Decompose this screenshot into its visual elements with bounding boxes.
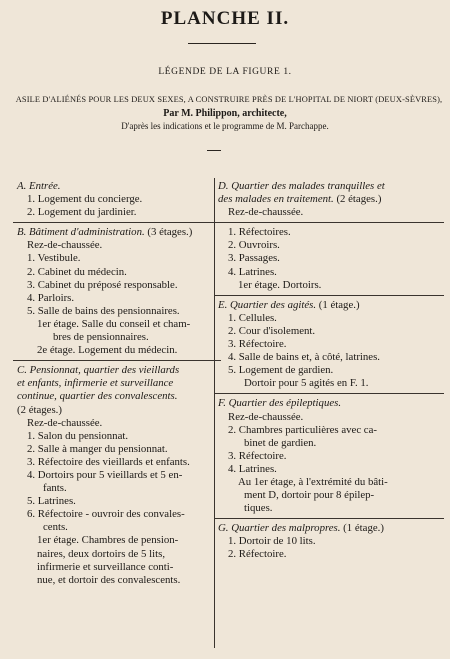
list-item: 1. Dortoir de 10 lits. bbox=[228, 535, 316, 548]
section-c-title: et enfants, infirmerie et surveillance bbox=[17, 377, 174, 390]
subheading: Rez-de-chaussée. bbox=[228, 206, 304, 219]
section-c-title: C. Pensionnat, quartier des vieillards bbox=[17, 364, 180, 377]
list-item: cents. bbox=[43, 521, 68, 534]
list-item: 2. Logement du jardinier. bbox=[27, 206, 137, 219]
asile-heading: ASILE D'ALIÉNÉS POUR LES DEUX SEXES, A CONSTRUIRE PRÈS DE L'HOPITAL DE NIORT (DEUX-SÈVRES), bbox=[15, 95, 443, 104]
section-c-title: continue, quartier des convalescents. bbox=[17, 390, 178, 403]
section-a-title: A. Entrée. bbox=[17, 180, 61, 192]
indications-line: D'après les indications et le programme de M. Parchappe. bbox=[121, 121, 329, 131]
list-item: 5. Logement de gardien. bbox=[228, 364, 334, 377]
section-divider bbox=[214, 222, 444, 223]
list-item: 3. Cabinet du préposé responsable. bbox=[27, 278, 178, 291]
list-item: 1. Cellules. bbox=[228, 311, 277, 324]
floor-note: 2e étage. Logement du médecin. bbox=[37, 344, 178, 357]
list-item: 1. Vestibule. bbox=[27, 252, 81, 265]
floor-note: Dortoir pour 5 agités en F. 1. bbox=[244, 377, 369, 390]
subheading: Rez-de-chaussée. bbox=[27, 416, 103, 429]
list-item: 5. Latrines. bbox=[27, 495, 76, 508]
floor-note: bres de pensionnaires. bbox=[53, 331, 149, 344]
list-item: 5. Salle de bains des pensionnaires. bbox=[27, 304, 180, 317]
subheading: Rez-de-chaussée. bbox=[27, 239, 103, 252]
floor-note: ment D, dortoir pour 8 épilep- bbox=[244, 489, 375, 502]
list-item: 6. Réfectoire - ouvroir des convales- bbox=[27, 508, 185, 521]
page-title: PLANCHE II. bbox=[160, 8, 290, 29]
list-item: 2. Ouvroirs. bbox=[228, 239, 280, 252]
architect-line: Par M. Philippon, architecte, bbox=[163, 108, 287, 119]
list-item: 4. Salle de bains et, à côté, latrines. bbox=[228, 351, 381, 364]
title-rule bbox=[188, 43, 256, 44]
list-item: 3. Réfectoire. bbox=[228, 338, 287, 351]
left-column bbox=[17, 180, 213, 587]
section-c-title: (2 étages.) bbox=[17, 403, 62, 416]
floor-note: tiques. bbox=[244, 502, 273, 515]
legend-title: LÉGENDE DE LA FIGURE 1. bbox=[158, 67, 292, 77]
floor-note: Au 1er étage, à l'extrémité du bâti- bbox=[238, 475, 388, 488]
floor-note: 1er étage. Salle du conseil et cham- bbox=[37, 317, 191, 330]
list-item: 3. Réfectoire. bbox=[228, 449, 287, 462]
section-f-title: F. Quartier des épileptiques. bbox=[218, 397, 342, 410]
floor-note: infirmerie et surveillance conti- bbox=[37, 560, 174, 573]
floor-note: naires, deux dortoirs de 5 lits, bbox=[37, 547, 166, 560]
list-item: binet de gardien. bbox=[244, 436, 317, 449]
section-divider bbox=[13, 222, 221, 223]
section-e-title: E. Quartier des agités. (1 étage.) bbox=[218, 298, 360, 311]
list-item: 1. Salon du pensionnat. bbox=[27, 429, 129, 442]
section-divider bbox=[13, 360, 221, 361]
section-b-title: B. Bâtiment d'administration. (3 étages.) bbox=[17, 226, 193, 239]
floor-note: nue, et dortoir des convalescents. bbox=[37, 573, 181, 586]
floor-note: 1er étage. Dortoirs. bbox=[238, 278, 322, 291]
list-item: fants. bbox=[43, 482, 67, 495]
list-item: 4. Latrines. bbox=[228, 265, 277, 278]
list-item: 2. Cabinet du médecin. bbox=[27, 265, 127, 278]
list-item: 2. Chambres particulières avec ca- bbox=[228, 423, 377, 436]
section-divider bbox=[214, 518, 444, 519]
list-item: 2. Réfectoire. bbox=[228, 548, 287, 561]
subheading: Rez-de-chaussée. bbox=[228, 410, 304, 423]
section-d-title: des malades en traitement. (2 étages.) bbox=[218, 193, 382, 206]
list-item: 3. Passages. bbox=[228, 252, 280, 265]
list-item: 2. Salle à manger du pensionnat. bbox=[27, 442, 168, 455]
header-rule bbox=[207, 150, 221, 151]
column-divider bbox=[214, 178, 215, 648]
right-column bbox=[218, 180, 438, 562]
list-item: 4. Dortoirs pour 5 vieillards et 5 en- bbox=[27, 468, 183, 481]
floor-note: 1er étage. Chambres de pension- bbox=[37, 534, 179, 547]
list-item: 1. Réfectoires. bbox=[228, 226, 291, 239]
section-divider bbox=[214, 295, 444, 296]
list-item: 2. Cour d'isolement. bbox=[228, 324, 316, 337]
list-item: 1. Logement du concierge. bbox=[27, 193, 143, 206]
section-d-title: D. Quartier des malades tranquilles et bbox=[218, 180, 385, 192]
list-item: 3. Réfectoire des vieillards et enfants. bbox=[27, 455, 190, 468]
list-item: 4. Parloirs. bbox=[27, 291, 75, 304]
list-item: 4. Latrines. bbox=[228, 462, 277, 475]
section-divider bbox=[214, 393, 444, 394]
section-g-title: G. Quartier des malpropres. (1 étage.) bbox=[218, 522, 384, 535]
